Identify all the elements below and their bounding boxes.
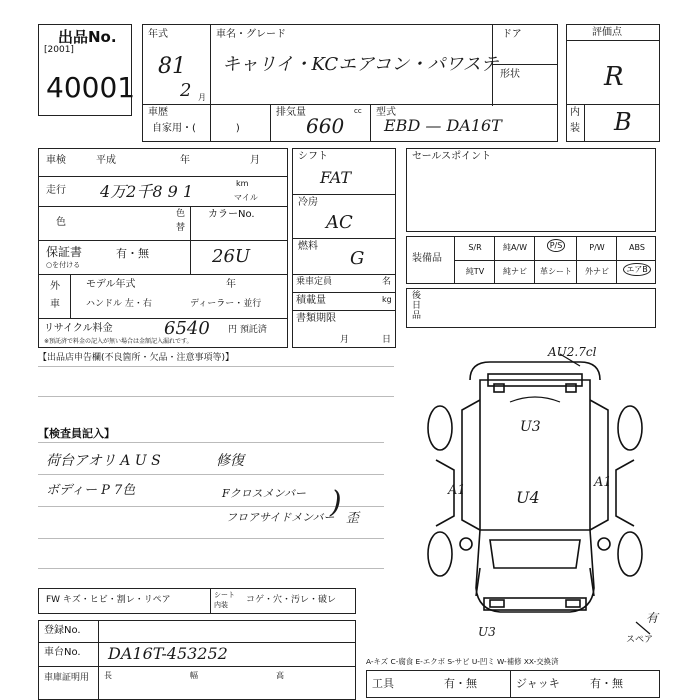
- diagram-rear-mark: U3: [520, 419, 541, 435]
- right-side-panel: [616, 460, 634, 526]
- note-line-1-right: 修復: [216, 453, 244, 469]
- interior-score: B: [614, 108, 632, 136]
- equipment-pw: P/W: [589, 243, 605, 252]
- equipment-label: 装備品: [412, 253, 442, 264]
- interior-label-1: 内: [570, 107, 580, 118]
- cert-length: 長: [104, 671, 112, 680]
- seat-label-1: シート: [214, 591, 235, 599]
- year-code: [2001]: [44, 45, 74, 55]
- displacement-label: 排気量: [276, 107, 306, 118]
- equipment-abs: ABS: [629, 243, 645, 252]
- import-label-2: 車: [50, 299, 60, 310]
- recycle-note: ※預託済で料金の記入が無い場合は金額記入漏れです。: [44, 338, 193, 345]
- headlight-right: [566, 600, 580, 607]
- displacement-value: 660: [306, 114, 345, 138]
- shift-label: シフト: [298, 151, 328, 162]
- vehicle-name-value: キャリイ・KCエアコン・パワステ: [222, 54, 499, 75]
- rear-wheel-right: [618, 406, 642, 450]
- equipment-ext-navi: 外ナビ: [585, 267, 609, 276]
- load-unit: kg: [382, 295, 392, 304]
- diagram-left-mark: A1: [448, 483, 466, 498]
- color-change-2: 替: [176, 223, 186, 233]
- diagram-right-mark: A1: [594, 475, 612, 490]
- import-label-1: 外: [50, 281, 60, 292]
- note-line-2: ボディー P 7色: [46, 483, 136, 498]
- lot-label: 出品No.: [58, 28, 117, 46]
- color-no-value: 26U: [212, 246, 251, 267]
- ac-value: AC: [326, 212, 353, 233]
- fw-label: FW キズ・ヒビ・割レ・リペア: [46, 595, 171, 605]
- ac-label: 冷房: [298, 197, 318, 208]
- equipment-airbag-circled: エアB: [623, 263, 651, 276]
- inspection-label: 車検: [46, 155, 66, 166]
- diagram-bed-mark: U4: [516, 488, 540, 507]
- fuel-value: G: [350, 248, 365, 269]
- front-wheel-left: [428, 532, 452, 576]
- door-label: ドア: [502, 29, 522, 40]
- cert-width: 幅: [190, 671, 198, 680]
- note-line-3b: フロアサイドメンバー: [226, 511, 335, 524]
- inspection-year-unit: 年: [180, 155, 190, 166]
- year-month-value: 2: [180, 80, 192, 101]
- side-mirror-right: [598, 538, 610, 550]
- equipment-leather: 革シート: [540, 267, 572, 276]
- equipment-airbag: [618, 266, 656, 274]
- interior-label-2: 装: [570, 123, 580, 134]
- lot-number: 40001: [46, 71, 136, 104]
- cert-label: 車庫証明用: [44, 673, 90, 683]
- side-mirror-left: [460, 538, 472, 550]
- tools-options: 有・無: [444, 677, 477, 690]
- displacement-unit: cc: [354, 107, 362, 115]
- mileage-value: 4万2千8 9 1: [100, 182, 194, 201]
- bed-right-rail: [590, 400, 608, 530]
- model-value: EBD — DA16T: [384, 116, 502, 135]
- recycle-value: 6540: [164, 318, 210, 339]
- color-no-label: カラーNo.: [208, 209, 255, 220]
- jack-options: 有・無: [590, 677, 623, 690]
- mileage-label: 走行: [46, 185, 66, 196]
- diagram-spare-mark: 有: [646, 611, 659, 625]
- mileage-unit-km: km: [236, 179, 249, 188]
- color-change-1: 色: [176, 209, 186, 219]
- handle-label: ハンドル 左・右: [86, 299, 152, 309]
- chassis-label: 車台No.: [44, 647, 81, 658]
- model-year-unit: 年: [226, 279, 236, 290]
- model-label: 型式: [376, 107, 396, 118]
- note-brace: ): [330, 485, 342, 520]
- recycle-unit: 円 預託済: [228, 325, 267, 335]
- chassis-value: DA16T-453252: [108, 644, 228, 663]
- recycle-label: リサイクル料金: [44, 323, 113, 334]
- note-line-1: 荷台アオリ A U S: [46, 453, 161, 469]
- shape-label: 形状: [500, 69, 520, 80]
- reg-label: 登録No.: [44, 625, 81, 636]
- rear-items-box: [406, 288, 656, 328]
- inspection-era: 平成: [96, 155, 116, 166]
- capacity-unit: 名: [382, 277, 392, 287]
- sales-point-label: セールスポイント: [412, 151, 492, 162]
- damage-legend: A-キズ C-腐食 E-エクボ S-サビ U-凹ミ W-補修 XX-交換済: [366, 657, 559, 666]
- equipment-sr: S/R: [468, 243, 482, 252]
- equipment-ps: [536, 242, 576, 250]
- rear-bumper: [470, 362, 600, 380]
- rating-label: 評価点: [592, 27, 622, 38]
- inspection-month-unit: 月: [250, 155, 260, 166]
- equipment-aw: 純A/W: [502, 243, 528, 252]
- rear-items-label: 後日品: [412, 291, 422, 321]
- year-era-value: 81: [158, 54, 186, 79]
- equipment-tv: 純TV: [465, 267, 485, 276]
- seat-options: コゲ・穴・汚レ・破レ: [246, 595, 337, 605]
- warranty-note: ○を付ける: [46, 261, 81, 269]
- warranty-label: 保証書: [46, 245, 83, 259]
- front-wheel-right: [618, 532, 642, 576]
- inspector-label: 【検査員記入】: [38, 427, 115, 440]
- model-year-label: モデル年式: [86, 279, 136, 290]
- shift-value: FAT: [320, 168, 352, 187]
- diagram-spare-label: スペア: [626, 635, 654, 645]
- usage-value: 自家用・( ): [152, 123, 240, 134]
- capacity-label: 乗車定員: [296, 277, 333, 287]
- month-suffix: 月: [198, 93, 206, 102]
- diagram-top-note: AU2.7cl: [548, 345, 597, 359]
- dealer-label: ディーラー・並行: [190, 299, 262, 309]
- diagram-front-mark: U3: [478, 625, 496, 639]
- bed-left-rail: [462, 400, 480, 530]
- color-label: 色: [56, 217, 66, 228]
- damage-arc-rear: [510, 397, 560, 402]
- rear-wheel-left: [428, 406, 452, 450]
- windshield: [490, 540, 580, 568]
- deadline-day: 日: [382, 335, 392, 345]
- usage-label: 車歴: [148, 107, 168, 118]
- fuel-label: 燃料: [298, 241, 318, 252]
- seat-label-2: 内装: [214, 601, 228, 609]
- load-label: 積載量: [296, 295, 326, 306]
- name-label: 車名・グレード: [216, 29, 286, 40]
- rating-score: R: [604, 62, 624, 92]
- note-line-3a: Fクロスメンバー: [222, 487, 306, 500]
- mileage-unit-mile: マイル: [234, 193, 258, 202]
- note-line-3c: 歪: [346, 511, 360, 526]
- year-label: 年式: [148, 29, 168, 40]
- deadline-month: 月: [340, 335, 350, 345]
- equipment-navi: 純ナビ: [503, 267, 527, 276]
- tools-label: 工具: [372, 677, 394, 690]
- warranty-options: 有・無: [116, 247, 149, 260]
- doc-deadline-label: 書類期限: [296, 313, 336, 324]
- jack-label: ジャッキ: [516, 677, 560, 690]
- dealer-report-label: 【出品店申告欄(不良箇所・欠品・注意事項等)】: [38, 353, 235, 363]
- equipment-ps-circled: P/S: [547, 239, 566, 252]
- cert-height: 高: [276, 671, 284, 680]
- headlight-left: [490, 600, 504, 607]
- bed-outline: [480, 380, 590, 530]
